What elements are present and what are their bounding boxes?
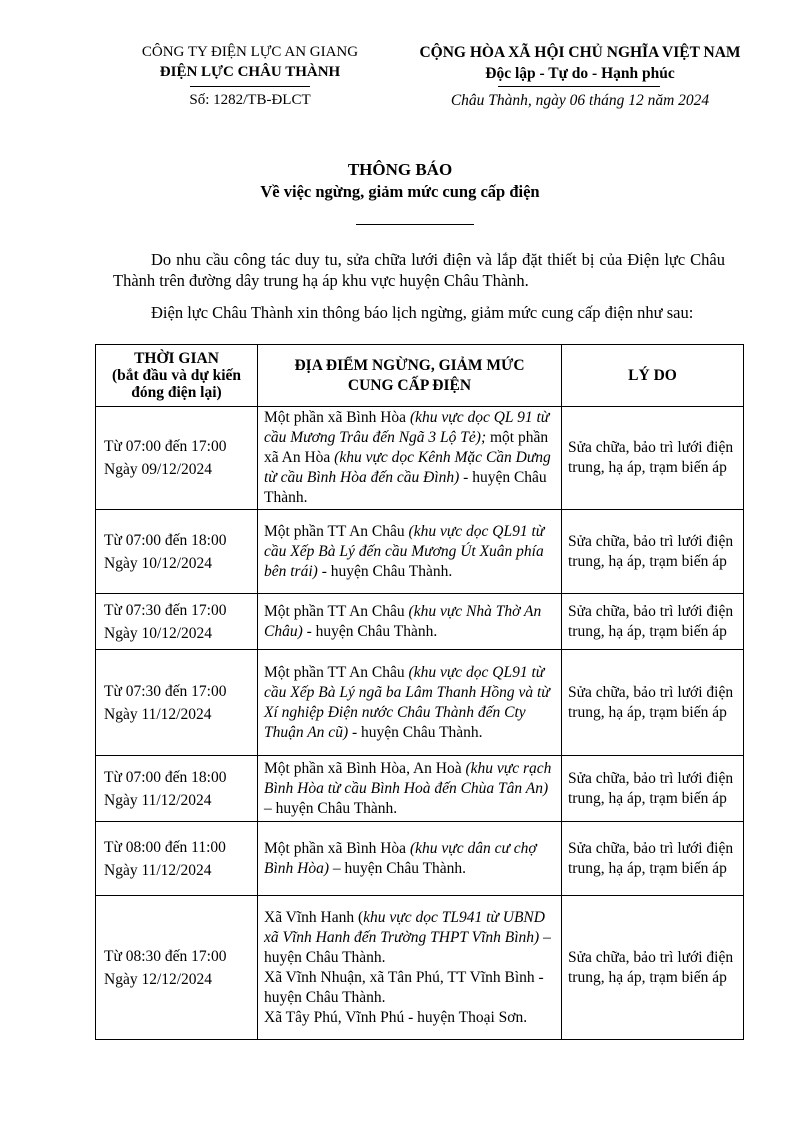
cell-reason: Sửa chữa, bảo trì lưới điện trung, hạ áp, trạm biến áp (562, 594, 744, 650)
motto-underline (498, 86, 660, 87)
location-segment: – huyện Châu Thành. (264, 799, 398, 817)
cell-location (258, 822, 562, 896)
location-segment: Xã Vĩnh Hanh ( (264, 908, 364, 926)
notice-title: THÔNG BÁO (347, 160, 453, 179)
cell-reason: Sửa chữa, bảo trì lưới điện trung, hạ áp, trạm biến áp (562, 510, 744, 594)
location-segment: một phần xã An Hòa (264, 429, 549, 466)
location-segment: Một phần xã Bình Hòa (264, 409, 410, 426)
header-location-line: CUNG CẤP ĐIỆN (347, 376, 472, 394)
company-name: CÔNG TY ĐIỆN LỰC AN GIANG (141, 44, 359, 60)
header-reason: LÝ DO (562, 345, 744, 407)
country-name: CỘNG HÒA XÃ HỘI CHỦ NGHĨA VIỆT NAM (419, 44, 741, 61)
header-location-line: ĐỊA ĐIỂM NGỪNG, GIẢM MỨC (294, 356, 525, 374)
location-segment: Xã Tây Phú, Vĩnh Phú - huyện Thoại Sơn. (264, 1008, 528, 1026)
notice-subtitle: Về việc ngừng, giảm mức cung cấp điện (260, 182, 540, 201)
header-time-line: (bắt đầu và dự kiến (111, 367, 242, 384)
cell-time (96, 594, 258, 650)
issuer-block (100, 42, 400, 82)
cell-location (258, 407, 562, 510)
cell-location (258, 896, 562, 1040)
table-row (96, 650, 744, 756)
unit-name: ĐIỆN LỰC CHÂU THÀNH (159, 64, 341, 80)
table-row (96, 896, 744, 1040)
outage-date: Ngày 11/12/2024 (104, 861, 212, 879)
location-segment: khu vực dọc TL941 từ UBND xã Vĩnh Hanh đến Trường THPT Vĩnh Bình) (264, 908, 545, 946)
announcement-paragraph: Điện lực Châu Thành xin thông báo lịch ngừng, giảm mức cung cấp điện như sau: (151, 303, 694, 322)
outage-date: Ngày 12/12/2024 (104, 970, 213, 988)
outage-date: Ngày 10/12/2024 (104, 624, 213, 642)
location-segment: - huyện Châu Thành. (302, 622, 438, 640)
time-range: Từ 07:00 đến 18:00 (104, 531, 227, 549)
outage-date: Ngày 11/12/2024 (104, 705, 212, 723)
table-row (96, 407, 744, 510)
cell-reason: Sửa chữa, bảo trì lưới điện trung, hạ áp, trạm biến áp (562, 822, 744, 896)
table-row (96, 594, 744, 650)
location-segment: - huyện Châu Thành. (264, 469, 547, 506)
time-range: Từ 07:00 đến 17:00 (104, 438, 227, 455)
document-number: Số: 1282/TB-ĐLCT (189, 92, 311, 108)
location-segment: (khu vực dọc QL91 từ cầu Xếp Bà Lý ngã ba Lâm Thanh Hồng và từ Xí nghiệp Điện nước Châu Thành đến Cty Thuận An cũ) (264, 663, 550, 741)
header-time-line: THỜI GIAN (134, 350, 219, 367)
time-range: Từ 07:00 đến 18:00 (104, 768, 227, 786)
outage-date: Ngày 10/12/2024 (104, 554, 213, 572)
cell-time (96, 510, 258, 594)
issuer-underline (190, 86, 310, 87)
location-segment: – huyện Châu Thành. (329, 859, 467, 877)
cell-time (96, 822, 258, 896)
location-segment: - huyện Châu Thành. (317, 562, 453, 580)
time-range: Từ 08:00 đến 11:00 (104, 838, 226, 856)
time-range: Từ 07:30 đến 17:00 (104, 682, 227, 700)
header-time-line: đóng điện lại) (131, 384, 222, 401)
time-range: Từ 08:30 đến 17:00 (104, 947, 227, 965)
cell-location (258, 756, 562, 822)
table-header-row (96, 345, 744, 407)
table-row (96, 756, 744, 822)
national-title-block (390, 42, 770, 84)
motto: Độc lập - Tự do - Hạnh phúc (485, 65, 675, 82)
table-row (96, 822, 744, 896)
location-segment: (khu vực dân cư chợ Bình Hòa) (264, 839, 537, 877)
location-segment: Xã Vĩnh Nhuận, xã Tân Phú, TT Vĩnh Bình - huyện Châu Thành. (264, 968, 544, 1006)
location-segment: Một phần TT An Châu (264, 522, 409, 540)
cell-reason: Sửa chữa, bảo trì lưới điện trung, hạ áp, trạm biến áp (562, 650, 744, 756)
cell-location (258, 510, 562, 594)
cell-location (258, 594, 562, 650)
cell-location (258, 650, 562, 756)
place-and-date: Châu Thành, ngày 06 tháng 12 năm 2024 (450, 92, 710, 109)
cell-reason: Sửa chữa, bảo trì lưới điện trung, hạ áp, trạm biến áp (562, 756, 744, 822)
location-segment: Một phần xã Bình Hòa, An Hoà (264, 759, 466, 777)
location-segment: (khu vực Nhà Thờ An Châu) (264, 602, 542, 640)
cell-time (96, 896, 258, 1040)
location-segment: Một phần TT An Châu (264, 602, 409, 620)
location-segment: – huyện Châu Thành. (264, 928, 551, 966)
location-segment: - huyện Châu Thành. (348, 723, 483, 741)
cell-time (96, 407, 258, 510)
location-segment: (khu vực dọc QL 91 từ cầu Mương Trâu đến Ngã 3 Lộ Tẻ); (264, 409, 550, 446)
outage-date: Ngày 11/12/2024 (104, 791, 212, 809)
cell-time (96, 650, 258, 756)
cell-reason: Sửa chữa, bảo trì lưới điện trung, hạ áp, trạm biến áp (562, 407, 744, 510)
title-underline (356, 224, 474, 225)
location-segment: (khu vực rạch Bình Hòa từ cầu Bình Hoà đến Chùa Tân An) (264, 759, 552, 797)
cell-time (96, 756, 258, 822)
location-segment: (khu vực dọc QL91 từ cầu Xếp Bà Lý đến cầu Mương Út Xuân phía bên trái) (264, 522, 545, 580)
outage-date: Ngày 09/12/2024 (104, 461, 213, 478)
header-time (96, 345, 258, 407)
header-location (258, 345, 562, 407)
intro-paragraph: Do nhu cầu công tác duy tu, sửa chữa lưới điện và lắp đặt thiết bị của Điện lực Châu Thành trên đường dây trung hạ áp khu vực huyện Châu Thành. (113, 250, 725, 290)
time-range: Từ 07:30 đến 17:00 (104, 601, 227, 619)
location-segment: (khu vực dọc Kênh Mặc Cần Dưng từ cầu Bình Hòa đến cầu Đình) (264, 449, 551, 486)
location-segment: Một phần xã Bình Hòa (264, 839, 410, 857)
cell-reason: Sửa chữa, bảo trì lưới điện trung, hạ áp, trạm biến áp (562, 896, 744, 1040)
location-segment: Một phần TT An Châu (264, 663, 409, 681)
outage-schedule-table (95, 344, 744, 1040)
table-row (96, 510, 744, 594)
